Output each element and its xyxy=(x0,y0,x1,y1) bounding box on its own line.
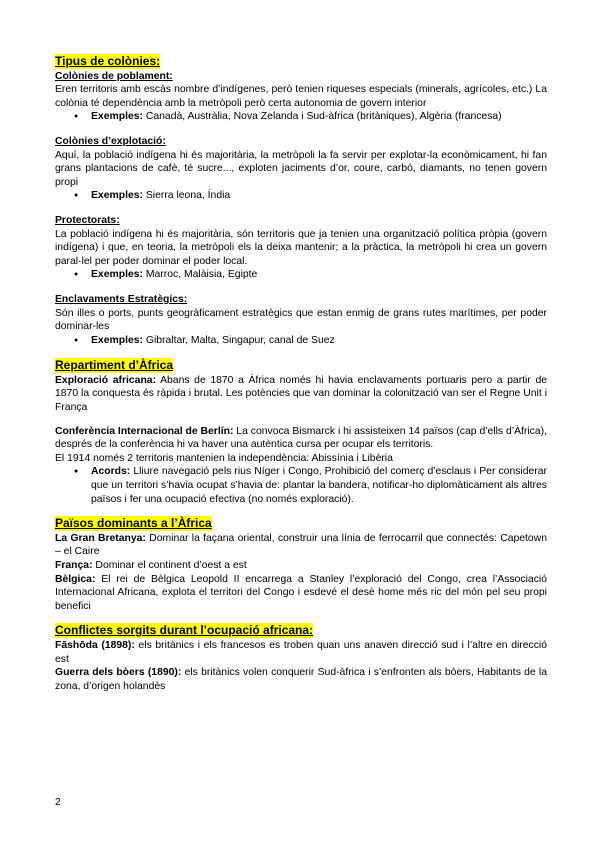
list-item xyxy=(55,110,547,124)
bullet-list xyxy=(55,465,547,506)
list-item xyxy=(55,465,547,506)
block-poblament xyxy=(55,70,547,124)
bold-label: França: xyxy=(55,560,93,571)
page-number: 2 xyxy=(55,797,61,808)
bold-label: Exploració africana: xyxy=(55,374,157,386)
block-protectorats xyxy=(55,214,547,282)
paragraph-exploracio xyxy=(55,374,547,415)
paragraph-franca xyxy=(55,559,547,573)
paragraph-text: El rei de Bèlgica Leopold II encarrega a Stanley l’exploració del Congo, crea l’Associació Internacional Africana, explota el territori del Congo i esdevé el desè home més ric del món pel seu propi benefici xyxy=(55,573,547,612)
bold-label: Exemples: xyxy=(91,269,143,281)
paragraph-boers xyxy=(55,666,547,693)
section-paisos-dominants xyxy=(55,516,547,613)
paragraph-berlin xyxy=(55,425,547,452)
bold-label: Fāshōda (1898): xyxy=(55,639,135,651)
section-conflictes xyxy=(55,623,547,693)
paragraph-text: els britànics volen conquerir Sud-àfrica i s’enfronten als bòers, Habitants de la zona, d’origen holandès xyxy=(55,667,547,692)
bullet-list xyxy=(55,334,547,348)
bold-label: Exemples: xyxy=(91,111,143,123)
document-page xyxy=(55,54,547,693)
subsection-title: Colònies de poblament: xyxy=(55,70,173,82)
bold-label: Guerra dels bòers (1890): xyxy=(55,667,182,679)
paragraph-belgica xyxy=(55,573,547,614)
list-item xyxy=(55,334,547,348)
section-title: Repartiment d’Àfrica xyxy=(55,358,174,373)
paragraph-text: Dominar el continent d’oest a est xyxy=(92,560,247,571)
section-title: Països dominants a l’Àfrica xyxy=(55,516,212,531)
paragraph: Aquí, la població indígena hi és majoritària, la metròpoli la fa servir per explotar-la econòmicament, hi fan grans plantacions de cafè, té sucre..., exploten jaciments d’or, coure, carbó, diamants, no tenen govern propi xyxy=(55,149,547,188)
item-text: Sierra leona, Índia xyxy=(142,190,231,202)
spacer xyxy=(55,415,547,425)
section-title: Conflictes sorgits durant l’ocupació africana: xyxy=(55,623,314,638)
subsection-title: Colònies d’explotació: xyxy=(55,135,166,147)
section-title: Tipus de colònies: xyxy=(55,54,161,68)
paragraph-text: La convoca Bismarck i hi assisteixen 14 països (cap d’ells d’Àfrica), després de la conferència hi va haver una autèntica cursa per ocupar els territoris. xyxy=(55,425,548,451)
block-enclavaments xyxy=(55,293,547,347)
bold-label: Acords: xyxy=(91,466,131,478)
paragraph-text: Dominar la façana oriental, construir una línia de ferrocarril que connectés: Capetown – el Caire xyxy=(55,532,547,558)
section-tipus-colonies xyxy=(55,54,547,347)
item-text: Lliure navegació pels rius Níger i Congo, Prohibició del comerç d’esclaus i Per considerar que un territori s’havia ocupat s’havia de: plantar la bandera, notificar-ho diplomàticament als altres països i fer una ocupació efectiva (no només exploració). xyxy=(91,466,547,505)
list-item xyxy=(55,189,547,203)
paragraph-fashoda xyxy=(55,639,547,666)
item-text: Marroc, Malàisia, Egipte xyxy=(142,269,258,281)
paragraph: Són illes o ports, punts geogràficament estratègics que estan enmig de grans rutes marítimes, per poder dominar-les xyxy=(55,307,547,333)
bold-label: Bèlgica: xyxy=(55,573,96,585)
item-text: Gibraltar, Malta, Singapur, canal de Suez xyxy=(142,334,335,346)
bullet-list xyxy=(55,189,547,203)
item-text: Canadà, Austràlia, Nova Zelanda i Sud-àfrica (britàniques), Algèria (francesa) xyxy=(142,111,502,123)
bold-label: Conferència Internacional de Berlín: xyxy=(55,425,234,437)
paragraph-text: Abans de 1870 a Àfrica només hi havia enclavaments portuaris pero a partir de 1870 la conquesta és ràpida i brutal. Les potències que van dominar la colonització van ser el Regne Unit i França xyxy=(55,374,547,414)
section-repartiment xyxy=(55,358,547,506)
bold-label: Exemples: xyxy=(91,334,143,346)
paragraph-text: els britànics i els francesos es troben quan uns anaven direcció sud i l’altre en direcció est xyxy=(55,639,547,665)
bold-label: Exemples: xyxy=(91,190,143,202)
paragraph: La població indígena hi és majoritària, són territoris que ja tenien una organització política pròpia (govern indígena) i que, en teoria, la metròpoli els la deixa mantenir; a la pràctica, la metròpoli hi crea un govern paral·lel per poder dominar el poder local. xyxy=(55,228,547,267)
paragraph-gran-bretanya xyxy=(55,532,547,559)
bullet-list xyxy=(55,110,547,124)
block-explotacio xyxy=(55,135,547,203)
bullet-list xyxy=(55,268,547,282)
subsection-title: Enclavaments Estratègics: xyxy=(55,293,188,305)
list-item xyxy=(55,268,547,282)
paragraph-independencia: El 1914 només 2 territoris mantenien la independència: Abissínia i Libèria xyxy=(55,452,393,464)
bold-label: La Gran Bretanya: xyxy=(55,532,146,544)
paragraph: Eren territoris amb escàs nombre d’indígenes, però tenien riqueses especials (minerals, agrícoles, etc.) La colònia té dependència amb la metròpoli però certa autonomia de govern interior xyxy=(55,84,547,109)
subsection-title: Protectorats: xyxy=(55,214,120,226)
